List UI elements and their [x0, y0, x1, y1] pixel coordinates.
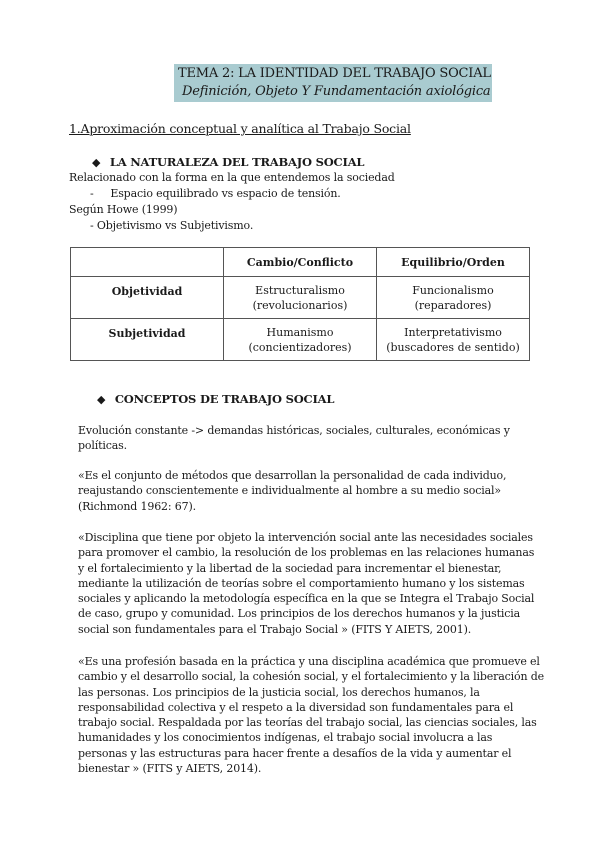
paragraph-fits-2001: «Disciplina que tiene por objeto la intervención social ante las necesidades sociales para promover el cambio, la resolución de los problemas en las relaciones humanas y el fortalecimiento y la libertad de la sociedad para incrementar el bienestar, mediante la utilización de teorías sobre el comportamiento humano y los sistemas sociales y aplicando la metodología específica en la que se Integra el Trabajo Social de caso, grupo y comunidad. Los principios de los derechos humanos y la justicia social son fundamentales para el Trabajo Social » (FITS Y AIETS, 2001). [78, 531, 535, 636]
bullet-heading-label: LA NATURALEZA DEL TRABAJO SOCIAL [109, 155, 365, 169]
section-heading-1: 1.Aproximación conceptual y analítica al Trabajo Social [69, 121, 411, 136]
dash-item-label: Espacio equilibrado vs espacio de tensión. [110, 187, 341, 200]
page-subtitle: Definición, Objeto Y Fundamentación axiológica [182, 84, 491, 99]
table-header-cell: Cambio/Conflicto [224, 248, 377, 277]
diamond-bullet-icon: ◆ [97, 393, 106, 406]
paragraph-fits-2014: «Es una profesión basada en la práctica y una disciplina académica que promueve el cambio y el desarrollo social, la cohesión social, y el fortalecimiento y la liberación de las personas. Los principios de la justicia social, los derechos humanos, la responsabilidad colectiva y el respeto a la diversidad son fundamentales para el trabajo social. Respaldada por las teorías del trabajo social, las ciencias sociales, las humanidades y los conocimientos indígenas, el trabajo social involucra a las personas y las estructuras para hacer frente a desafíos de la vida y aumentar el bienestar » (FITS y AIETS, 2014). [78, 655, 545, 776]
table-header-cell [71, 248, 224, 277]
text-line: - Objetivismo vs Subjetivismo. [90, 219, 254, 232]
table-row-label: Subjetividad [71, 319, 224, 361]
table-header-row [71, 248, 530, 277]
dash-item: - Espacio equilibrado vs espacio de tensión. [90, 187, 341, 200]
table-cell: Interpretativismo (buscadores de sentido) [377, 319, 530, 361]
paradigm-table [70, 247, 530, 361]
text-line: Según Howe (1999) [69, 203, 178, 216]
table-cell: Estructuralismo (revolucionarios) [224, 277, 377, 319]
bullet-heading-label: CONCEPTOS DE TRABAJO SOCIAL [114, 392, 335, 406]
table-row-label: Objetividad [71, 277, 224, 319]
table-header-cell: Equilibrio/Orden [377, 248, 530, 277]
text-line: Relacionado con la forma en la que entendemos la sociedad [69, 171, 395, 184]
bullet-heading-conceptos [97, 392, 334, 406]
table-row [71, 319, 530, 361]
page-title: TEMA 2: LA IDENTIDAD DEL TRABAJO SOCIAL [178, 66, 491, 81]
paragraph-evolucion: Evolución constante -> demandas históricas, sociales, culturales, económicas y políticas. [78, 424, 510, 453]
table-cell: Funcionalismo (reparadores) [377, 277, 530, 319]
bullet-heading-naturaleza [92, 155, 364, 169]
diamond-bullet-icon: ◆ [92, 156, 101, 169]
table-row [71, 277, 530, 319]
table-cell: Humanismo (concientizadores) [224, 319, 377, 361]
paragraph-richmond: «Es el conjunto de métodos que desarrollan la personalidad de cada individuo, reajustando conscientemente e individualmente al hombre a su medio social» (Richmond 1962: 67). [78, 469, 507, 513]
